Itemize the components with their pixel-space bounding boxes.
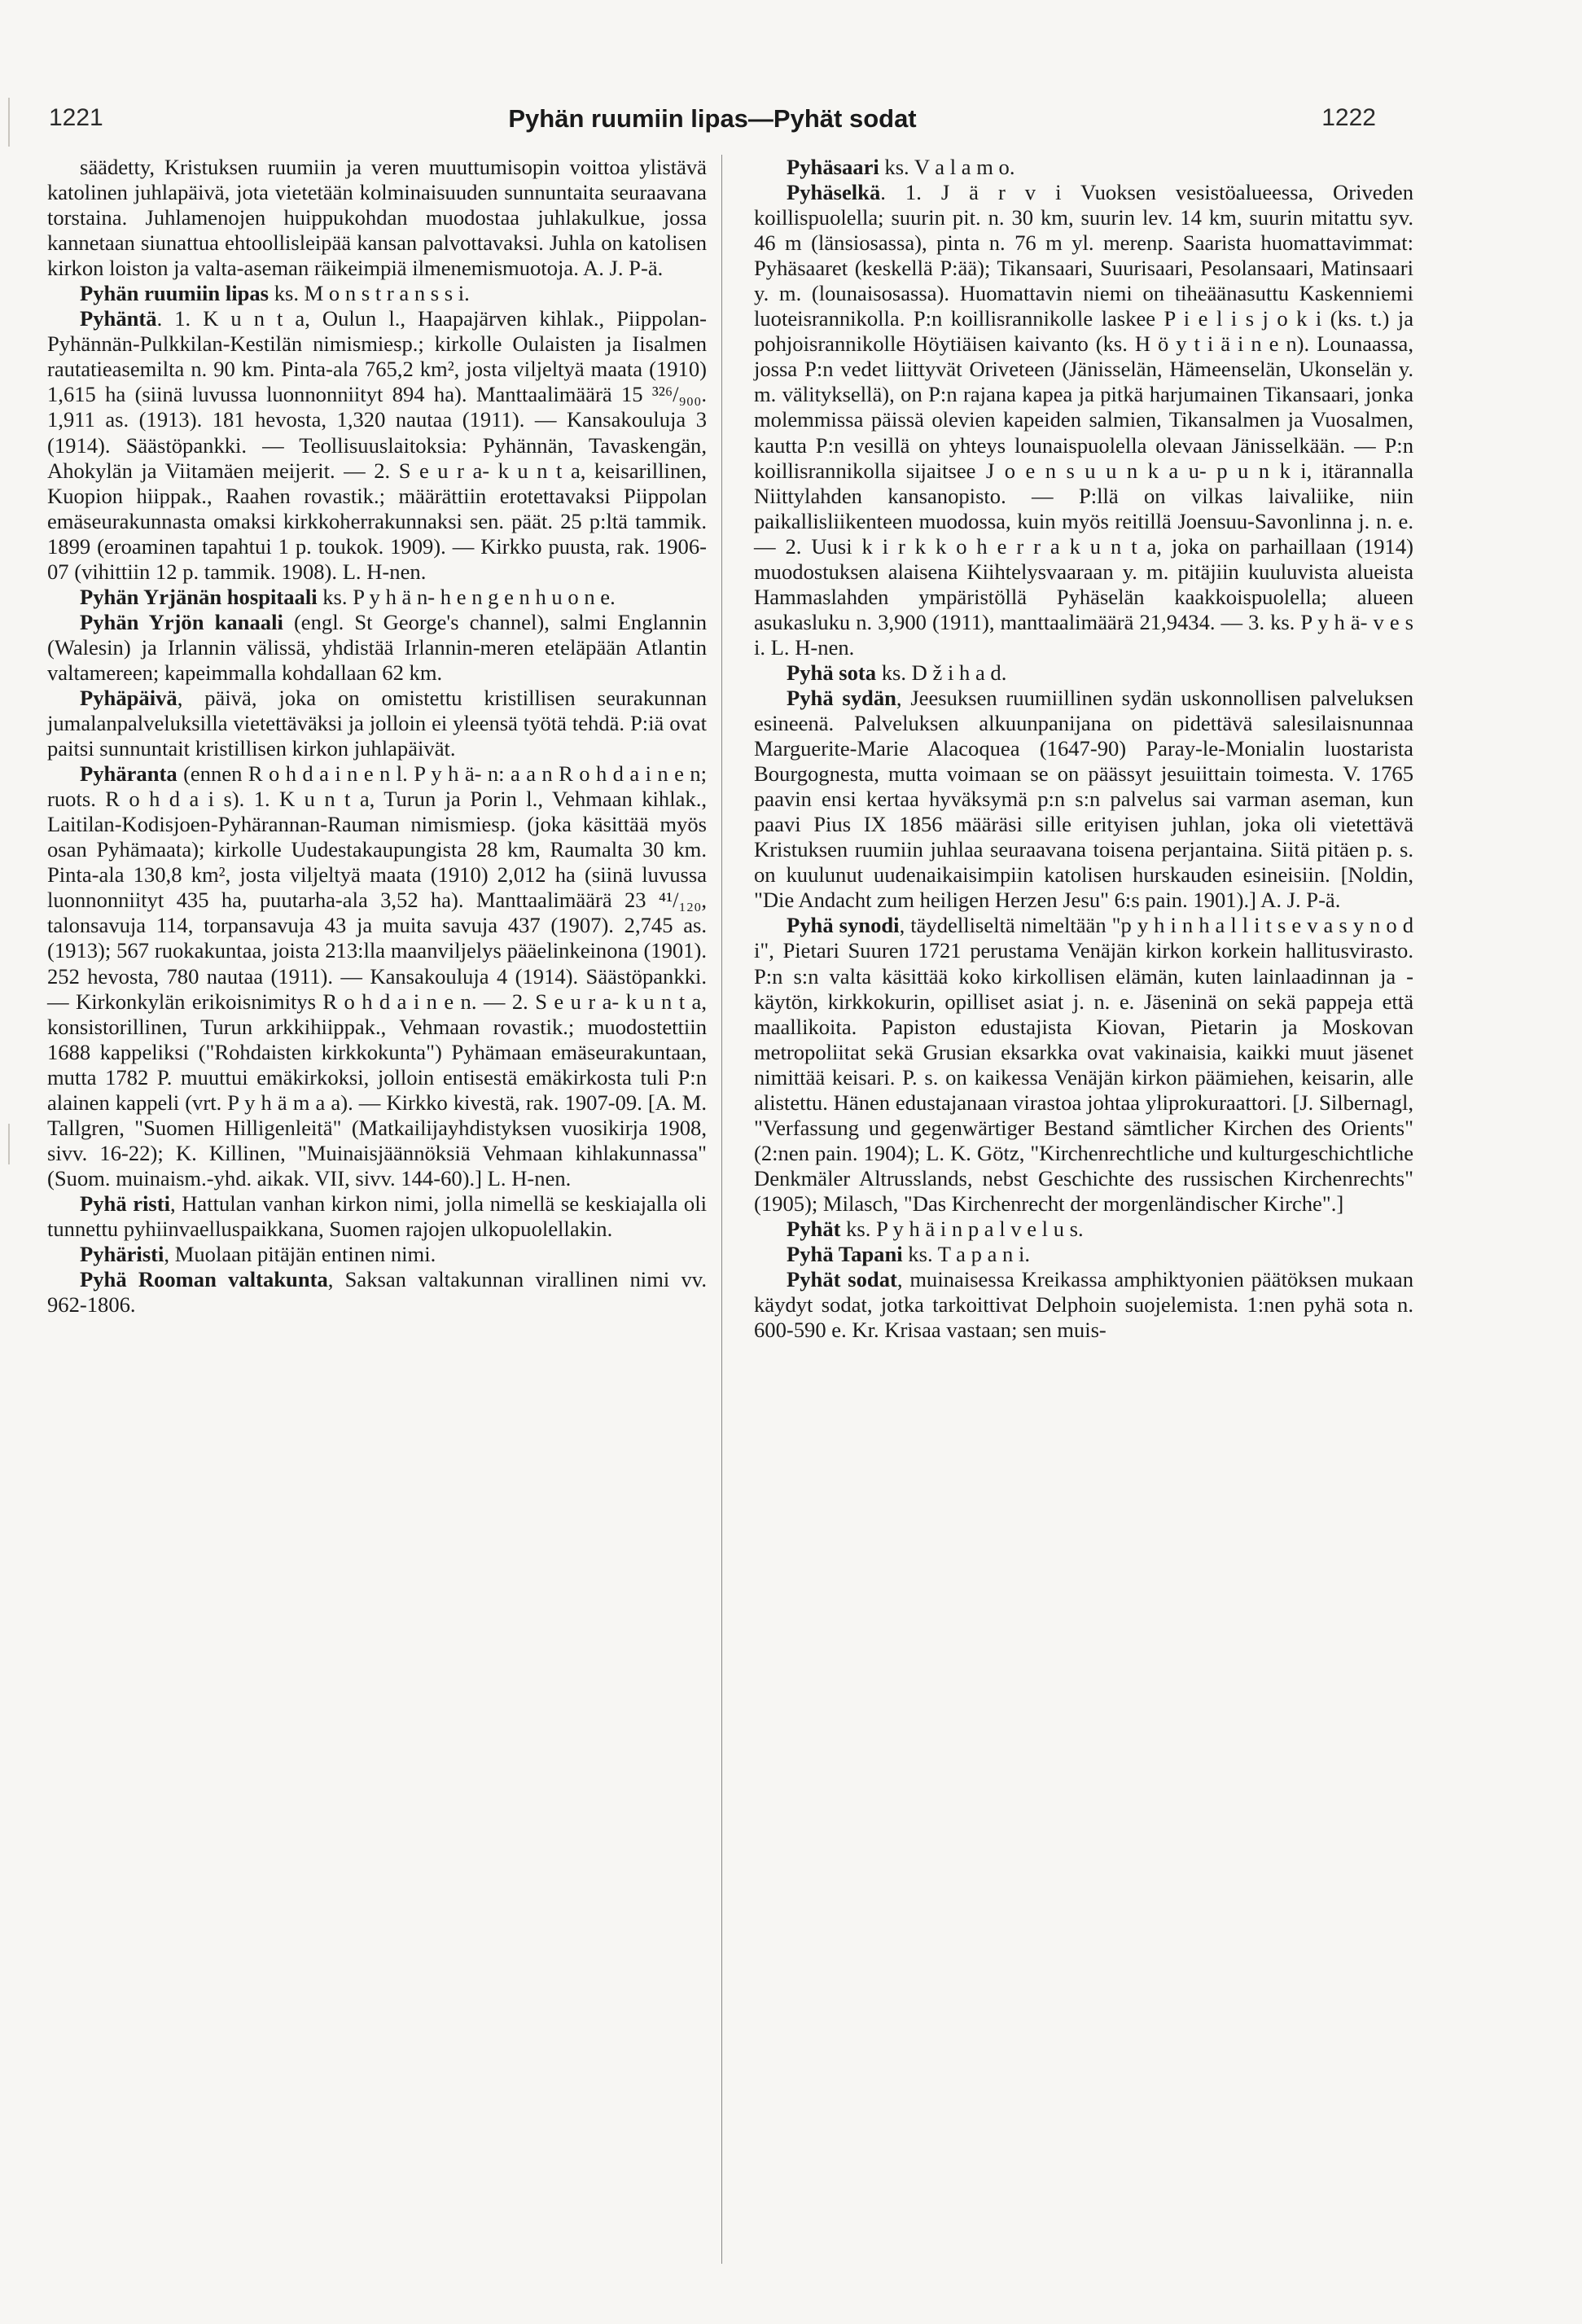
- headword: Pyhäpäivä: [80, 685, 177, 710]
- entry-pyhasaari: Pyhäsaari ks. V a l a m o.: [787, 155, 1015, 179]
- headword: Pyhä synodi: [787, 913, 900, 938]
- headword: Pyhä risti: [80, 1191, 170, 1216]
- right-page-number: 1222: [1321, 104, 1376, 131]
- entry-pyhan-ruumiin-juhla-cont: säädetty, Kristuksen ruumiin ja veren muuttumisopin voittoa ylistävä katolinen juhlapäivä, jota vietetään kolminaisuuden sunnuntaita seuraavana torstaina. Juhlamenojen huippukohdan muodostaa juhlakulkue, jossa kannetaan siunattua ehtoollisleipää kansan palvottavaksi. Juhla on katolisen kirkon loiston ja valta-aseman räikeimpiä ilmenemismuotoja. A. J. P-ä.: [47, 155, 707, 281]
- headword: Pyhän ruumiin lipas: [80, 281, 270, 306]
- headword: Pyhäristi: [80, 1242, 164, 1267]
- entry-pyha-tapani: Pyhä Tapani ks. T a p a n i.: [787, 1242, 1031, 1267]
- entry-pyhapaiva: Pyhäpäivä, päivä, joka on omistettu kristillisen seurakunnan jumalanpalveluksilla vietettäväksi ja jolloin ei yleensä työtä tehdä. P:iä ovat paitsi sunnuntait kristillisen kirkon juhlapäivät.: [47, 685, 707, 761]
- headword: Pyhä Rooman valtakunta: [80, 1267, 328, 1292]
- column-divider: [721, 155, 722, 2264]
- entry-pyhan-ruumiin-lipas: Pyhän ruumiin lipas ks. M o n s t r a n s s i.: [80, 281, 470, 306]
- headword: Pyhäselkä: [787, 180, 881, 205]
- headword: Pyhät sodat: [787, 1267, 897, 1292]
- headword: Pyhä Tapani: [787, 1242, 903, 1267]
- entry-pyha-risti: Pyhä risti, Hattulan vanhan kirkon nimi, jolla nimellä se keskiajalla oli tunnettu pyhiinvaelluspaikkana, Suomen rajojen ulkopuolellakin.: [47, 1191, 707, 1241]
- headword: Pyhäntä: [80, 306, 157, 331]
- running-title: Pyhän ruumiin lipas—Pyhät sodat: [508, 104, 917, 133]
- headword: Pyhä sydän: [787, 685, 896, 710]
- entry-pyhan-yrjon-kanaali: Pyhän Yrjön kanaali (engl. St George's channel), salmi Englannin (Walesin) ja Irlannin välissä, yhdistää Irlannin-meren eteläpään Atlantin valtamereen; kapeimmalla kohdallaan 62 km.: [47, 609, 707, 685]
- headword: Pyhä sota: [787, 660, 877, 685]
- scan-edge-mark: [8, 98, 10, 147]
- entry-pyha-synodi: Pyhä synodi, täydelliseltä nimeltään "p y h i n h a l l i t s e v a s y n o d i", Pietari Suuren 1721 perustama Venäjän kirkon korkein hallitusvirasto. P:n s:n valta käsittää koko kirkollisen elämän, kuten lainlaadinnan ja -käytön, kirkkokurin, opilliset asiat j. n. e. Jäseninä on sekä pappeja että maallikoita. Papiston edustajista Kiovan, Pietarin ja Moskovan metropoliitat sekä Grusian eksarkka ovat vakinaisia, kaikki muut jäsenet nimittää keisari. P. s. on kaikessa Venäjän kirkon päämiehen, keisarin, alle alistettu. Hänen edustajanaan virastoa johtaa yliprokuraattori. [J. Silbernagl, "Verfassung und gegenwärtiger Bestand sämtlicher Kirchen des Orients" (2:nen pain. 1904); L. K. Götz, "Kirchenrechtliche und kulturgeschichtliche Denkmäler Altrusslands, nebst Geschichte des russischen Kirchenrechts" (1905); Milasch, "Das Kirchenrecht der morgenländischer Kirche".]: [754, 913, 1413, 1216]
- headword: Pyhät: [787, 1216, 841, 1241]
- headword: Pyhäsaari: [787, 155, 879, 179]
- right-column: [754, 155, 1413, 1343]
- headword: Pyhäranta: [80, 761, 177, 787]
- entry-pyharisti: Pyhäristi, Muolaan pitäjän entinen nimi.: [80, 1242, 436, 1267]
- entry-pyha-sota: Pyhä sota ks. D ž i h a d.: [787, 660, 1007, 685]
- left-column: [47, 155, 707, 1318]
- entry-pyharanta: Pyhäranta (ennen R o h d a i n e n l. P y h ä- n: a a n R o h d a i n e n; ruots. R o h d a i s). 1. K u n t a, Turun ja Porin l., Vehmaan kihlak., Laitilan-Kodisjoen-Pyhärannan-Rauman nimismiesp. (joka käsittää myös osan Pyhämaata); kirkolle Uudestakaupungista 28 km, Raumalta 30 km. Pinta-ala 130,8 km², josta viljeltyä maata (1910) 2,012 ha (siinä luvussa luonnonniityt 435 ha, puutarha-ala 3,52 ha). Manttaalimäärä 23 ⁴¹/₁₂₀, talonsavuja 114, torpansavuja 43 ja muita savuja 437 (1907). 2,745 as. (1913); 567 ruokakuntaa, joista 213:lla maanviljelys pääelinkeinona (1901). 252 hevosta, 780 nautaa (1911). — Kansakouluja 4 (1914). Säästöpankki. — Kirkonkylän erikoisnimitys R o h d a i n e n. — 2. S e u r a- k u n t a, konsistorillinen, Turun arkkihiippak., Vehmaan rovastik.; muodostettiin 1688 kappeliksi ("Rohdaisten kirkkokunta") Pyhämaan emäseurakuntaan, mutta 1782 P. muuttui emäkirkoksi, jolloin entisestä emäkirkosta tuli P:n alainen kappeli (vrt. P y h ä m a a). — Kirkko kivestä, rak. 1907-09. [A. M. Tallgren, "Suomen Hilligenleitä" (Matkailijayhdistyksen vuosikirja 1908, sivv. 16-22); K. Killinen, "Muinaisjäännöksiä Vehmaan kihlakunnassa" (Suom. muinaism.-yhd. aikak. VII, sivv. 144-60).] L. H-nen.: [47, 761, 707, 1191]
- entry-pyha-sydan: Pyhä sydän, Jeesuksen ruumiillinen sydän uskonnollisen palveluksen esineenä. Palveluksen alkuunpanijana on pidettävä salesilaisnunnaa Marguerite-Marie Alacoquea (1647-90) Paray-le-Monialin luostarista Bourgognesta, mutta voimaan se on päässyt jesuiittain toimesta. V. 1765 paavin ensi kertaa hyväksymä p:n s:n palvelus sai varman aseman, kun paavi Pius IX 1856 määräsi sille erityisen juhlan, joka oli vietettävä Kristuksen ruumiin juhlaa seuraavana toisena perjantaina. Siitä pitäen p. s. on kuulunut uudenaikaisimpiin katolisen hurskauden esineisiin. [Noldin, "Die Andacht zum heiligen Herzen Jesu" 6:s pain. 1901).] A. J. P-ä.: [754, 685, 1413, 913]
- entry-pyhat-sodat: Pyhät sodat, muinaisessa Kreikassa amphiktyonien päätöksen mukaan käydyt sodat, jotka tarkoittivat Delphoin suojelemista. 1:nen pyhä sota n. 600-590 e. Kr. Krisaa vastaan; sen muis-: [754, 1267, 1413, 1343]
- headword: Pyhän Yrjänän hospitaali: [80, 584, 318, 609]
- entry-pyhaselka: Pyhäselkä. 1. J ä r v i Vuoksen vesistöalueessa, Oriveden koillispuolella; suurin pit. n. 30 km, suurin lev. 14 km, suurin mitattu syv. 46 m (länsiosassa), pinta n. 76 m yl. merenp. Saarista huomattavimmat: Pyhäsaaret (keskellä P:ää); Tikansaari, Suurisaari, Pesolansaari, Matinsaari y. m. (lounaisosassa). Huomattavin niemi on tiheäänasuttu Kaskenniemi luoteisrannikolla. P:n koillisrannikolle laskee P i e l i s j o k i (ks. t.) ja pohjoisrannikolle Höytiäisen kaivanto (ks. H ö y t i ä i n e n). Lounaassa, jossa P:n vedet liittyvät Oriveteen (Jänisselän, Hämeenselän, Ukonselän y. m. välityksellä), on P:n rajana kapea ja pitkä harjumainen Tikansaari, jonka molemmissa päissä olevien kapeiden salmien, Tikansalmen ja Vuosalmen, kautta P:n vesillä on yhteys lounaispuolella olevaan Jänisselkään. — P:n koillisrannikolla sijaitsee J o e n s u u n k a u- p u n k i, itärannalla Niittylahden kansanopisto. — P:llä on vilkas laivaliike, niin paikallisliikenteen muodossa, kuin myös reitillä Joensuu-Savonlinna j. n. e. — 2. Uusi k i r k k o h e r r a k u n t a, joka on parhaillaan (1914) muodostuksen alaisena Kiihtelysvaaraan y. m. pitäjiin kuuluvista alueista Hammaslahden ympäristöllä Pyhäselän kaakkoispuolella; alueen asukasluku n. 3,900 (1911), manttaalimäärä 21,9434. — 3. ks. P y h ä- v e s i. L. H-nen.: [754, 180, 1413, 660]
- page-header: [49, 104, 1376, 137]
- scan-edge-mark: [8, 1124, 10, 1164]
- entry-pyhanta: Pyhäntä. 1. K u n t a, Oulun l., Haapajärven kihlak., Piippolan-Pyhännän-Pulkkilan-Kestilän nimismiesp.; kirkolle Oulaisten ja Iisalmen rautatieasemilta n. 90 km. Pinta-ala 765,2 km², josta viljeltyä maata (1910) 1,615 ha (siinä luvussa luonnonniityt 894 ha). Manttaalimäärä 15 ³²⁶/₉₀₀. 1,911 as. (1913). 181 hevosta, 1,320 nautaa (1911). — Kansakouluja 3 (1914). Säästöpankki. — Teollisuuslaitoksia: Pyhännän, Tavaskengän, Ahokylän ja Viitamäen meijerit. — 2. S e u r a- k u n t a, keisarillinen, Kuopion hiippak., Raahen rovastik.; määrättiin erotettavaksi Piippolan emäseurakunnasta omaksi kirkkoherrakunnaksi sen. päät. 25 p:ltä tammik. 1899 (eroaminen tapahtui 1 p. toukok. 1909). — Kirkko puusta, rak. 1906-07 (vihittiin 12 p. tammik. 1908). L. H-nen.: [47, 306, 707, 584]
- entry-pyhat: Pyhät ks. P y h ä i n p a l v e l u s.: [787, 1216, 1084, 1241]
- entry-pyha-rooman-valtakunta: Pyhä Rooman valtakunta, Saksan valtakunnan virallinen nimi vv. 962-1806.: [47, 1267, 707, 1318]
- headword: Pyhän Yrjön kanaali: [80, 609, 283, 634]
- entry-pyhan-yrjanan-hospitaali: Pyhän Yrjänän hospitaali ks. P y h ä n- h e n g e n h u o n e.: [80, 584, 616, 609]
- left-page-number: 1221: [49, 104, 103, 131]
